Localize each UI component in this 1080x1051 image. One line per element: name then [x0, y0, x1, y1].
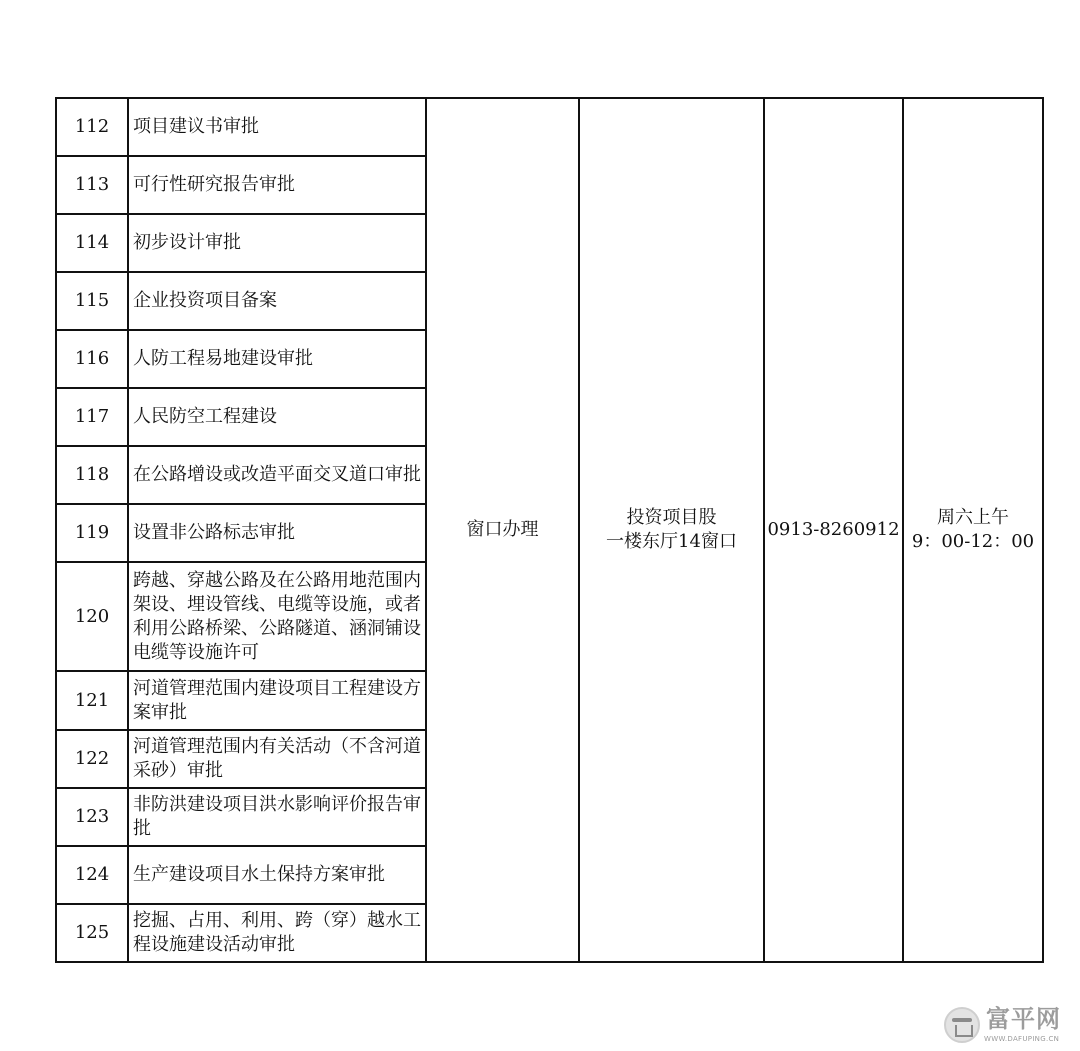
service-table	[55, 97, 1044, 963]
row-number: 117	[56, 388, 128, 446]
row-item: 设置非公路标志审批	[128, 504, 426, 562]
office-location-line1: 投资项目股	[626, 507, 717, 528]
site-logo-icon	[944, 1007, 980, 1043]
row-item: 非防洪建设项目洪水影响评价报告审批	[128, 788, 426, 846]
row-number: 120	[56, 562, 128, 671]
site-logo-text: 富平网	[986, 1005, 1061, 1033]
office-hours-line2: 9：00-12：00	[911, 531, 1035, 552]
site-logo-url: WWW.DAFUPING.CN	[984, 1035, 1060, 1043]
office-location	[579, 98, 764, 962]
row-number: 112	[56, 98, 128, 156]
row-number: 125	[56, 904, 128, 962]
site-watermark	[944, 1003, 1072, 1047]
office-location-line2: 一楼东厅14窗口	[606, 531, 737, 552]
table-row	[56, 98, 1043, 156]
office-hours-line1: 周六上午	[937, 507, 1009, 528]
row-number: 123	[56, 788, 128, 846]
office-hours	[903, 98, 1043, 962]
row-number: 114	[56, 214, 128, 272]
row-number: 118	[56, 446, 128, 504]
row-number: 116	[56, 330, 128, 388]
row-item: 在公路增设或改造平面交叉道口审批	[128, 446, 426, 504]
row-item: 挖掘、占用、利用、跨（穿）越水工程设施建设活动审批	[128, 904, 426, 962]
phone-number: 0913-8260912	[764, 98, 903, 962]
handling-mode: 窗口办理	[426, 98, 579, 962]
row-item: 可行性研究报告审批	[128, 156, 426, 214]
row-item: 人民防空工程建设	[128, 388, 426, 446]
row-number: 124	[56, 846, 128, 904]
row-item: 人防工程易地建设审批	[128, 330, 426, 388]
row-number: 122	[56, 730, 128, 788]
row-item: 跨越、穿越公路及在公路用地范围内架设、埋设管线、电缆等设施，或者利用公路桥梁、公路隧道、涵洞铺设电缆等设施许可	[128, 562, 426, 671]
row-number: 121	[56, 671, 128, 730]
row-number: 119	[56, 504, 128, 562]
row-item: 河道管理范围内建设项目工程建设方案审批	[128, 671, 426, 730]
row-item: 河道管理范围内有关活动（不含河道采砂）审批	[128, 730, 426, 788]
row-item: 项目建议书审批	[128, 98, 426, 156]
row-number: 115	[56, 272, 128, 330]
row-item: 生产建设项目水土保持方案审批	[128, 846, 426, 904]
row-number: 113	[56, 156, 128, 214]
row-item: 企业投资项目备案	[128, 272, 426, 330]
row-item: 初步设计审批	[128, 214, 426, 272]
